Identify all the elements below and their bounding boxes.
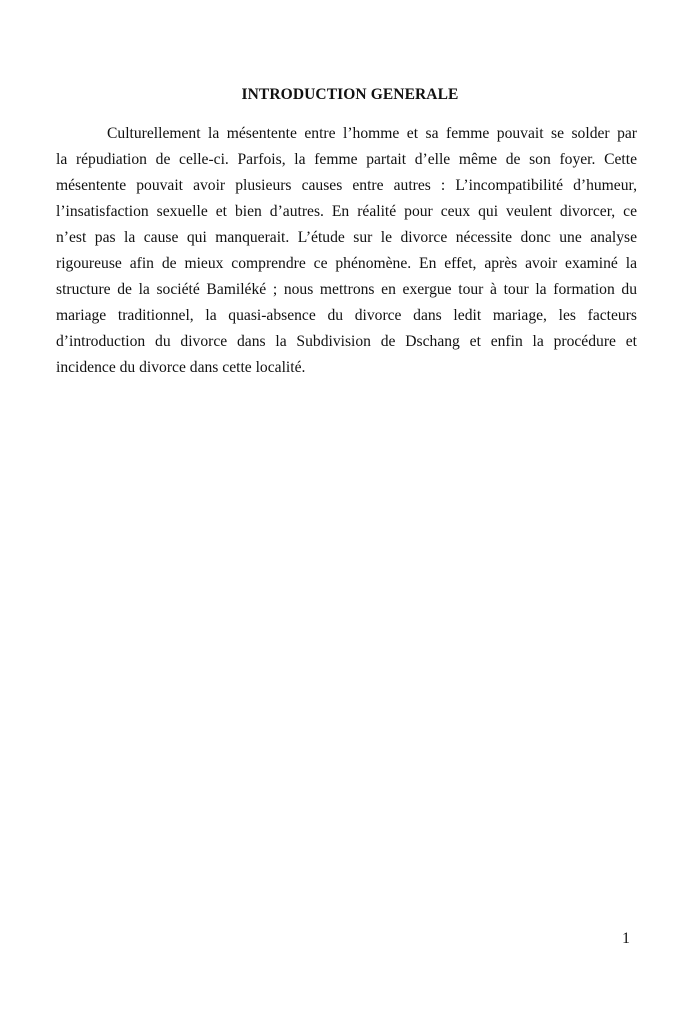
paragraph-line: la répudiation de celle-ci. Parfois, la femme partait d’elle même de son foyer. Cette bbox=[56, 151, 637, 168]
paragraph-line: structure de la société Bamiléké ; nous mettrons en exergue tour à tour la formation du bbox=[56, 281, 637, 298]
page-number: 1 bbox=[622, 930, 630, 947]
section-title: INTRODUCTION GENERALE bbox=[241, 86, 459, 103]
paragraph-line: mariage traditionnel, la quasi-absence du divorce dans ledit mariage, les facteurs bbox=[56, 307, 637, 324]
paragraph-line: l’insatisfaction sexuelle et bien d’autres. En réalité pour ceux qui veulent divorcer, ce bbox=[56, 203, 637, 220]
paragraph-line: incidence du divorce dans cette localité. bbox=[56, 359, 306, 376]
paragraph-line: d’introduction du divorce dans la Subdivision de Dschang et enfin la procédure et bbox=[56, 333, 637, 350]
paragraph-line: n’est pas la cause qui manquerait. L’étude sur le divorce nécessite donc une analyse bbox=[56, 229, 637, 246]
paragraph-line: Culturellement la mésentente entre l’homme et sa femme pouvait se solder par bbox=[107, 125, 637, 142]
paragraph-line: rigoureuse afin de mieux comprendre ce phénomène. En effet, après avoir examiné la bbox=[56, 255, 637, 272]
paragraph-line: mésentente pouvait avoir plusieurs causes entre autres : L’incompatibilité d’humeur, bbox=[56, 177, 637, 194]
